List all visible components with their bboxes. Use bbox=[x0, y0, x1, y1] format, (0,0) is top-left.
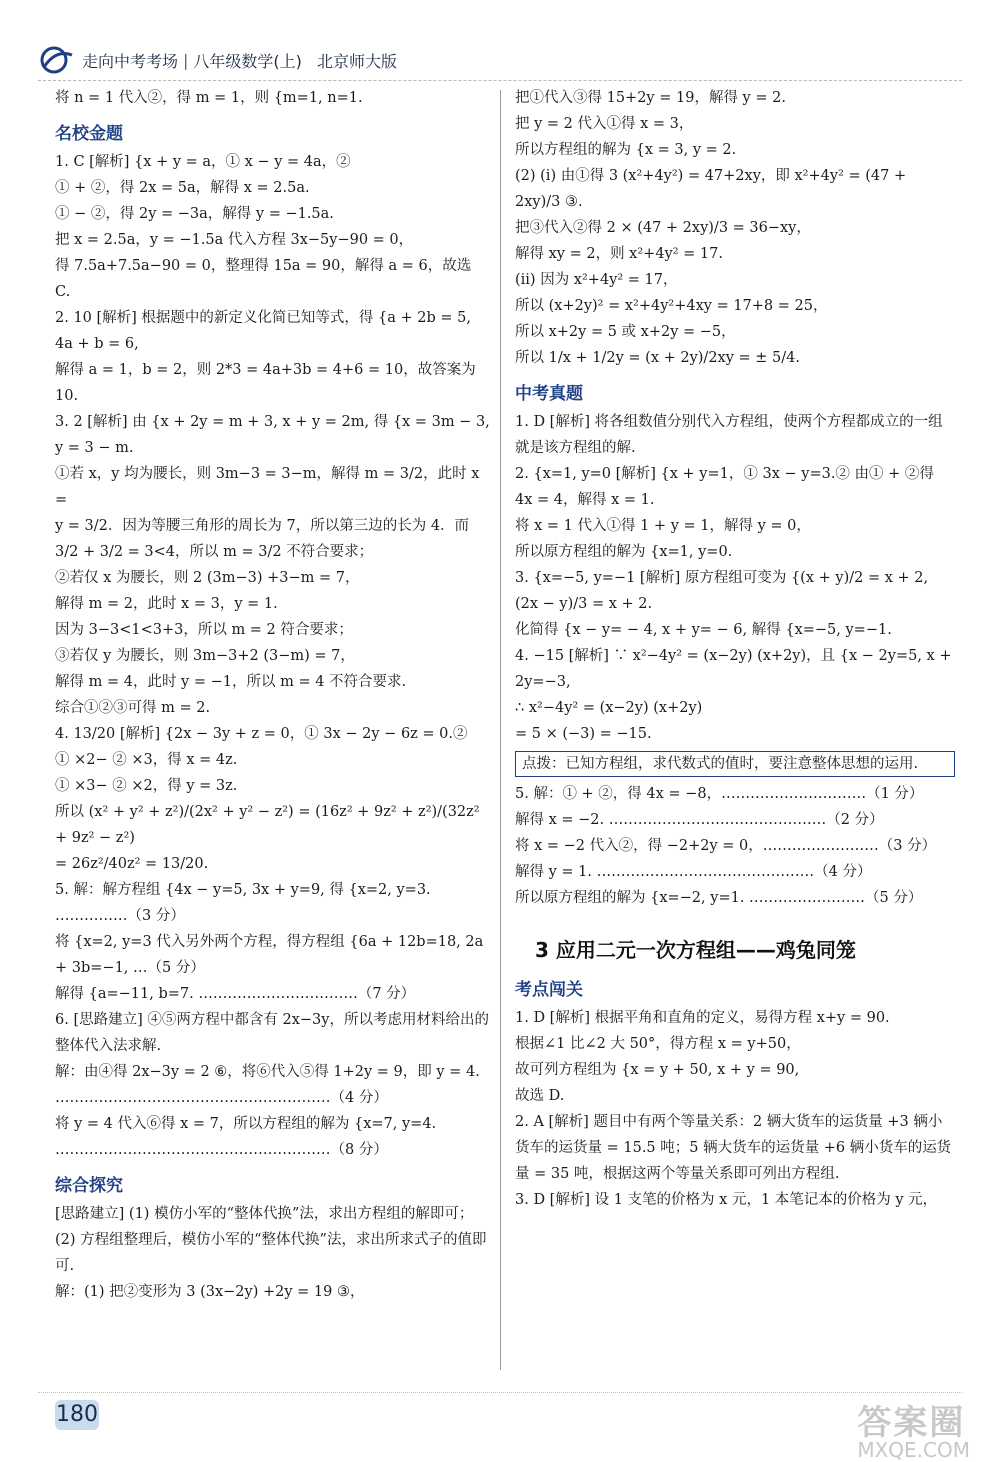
tip-box: 点拨：已知方程组，求代数式的值时，要注意整体思想的运用. bbox=[515, 751, 955, 777]
right-line: 所以 x+2y = 5 或 x+2y = −5， bbox=[515, 324, 736, 340]
right-line: 所以方程组的解为 {x = 3, y = 2. bbox=[515, 142, 737, 158]
left-line: [思路建立] (1) 模仿小军的“整体代换”法，求出方程组的解即可；(2) 方程组整理后，模仿小军的“整体代换”法，求出所求式子的值即可. bbox=[55, 1206, 487, 1274]
right-line: 4. −15 [解析] ∵ x²−4y² = (x−2y) (x+2y)，且 {x − 2y=5, x + 2y=−3, bbox=[515, 648, 952, 690]
left-line: 将 n = 1 代入②，得 m = 1，则 {m=1, n=1. bbox=[55, 90, 363, 106]
right-column bbox=[515, 85, 955, 1213]
left-line: 解得 a = 1，b = 2，则 2*3 = 4a+3b = 4+6 = 10，故答案为 10. bbox=[55, 362, 476, 404]
section-heading: 考点闯关 bbox=[515, 980, 583, 1000]
left-line: 2. 10 [解析] 根据题中的新定义化简已知等式，得 {a + 2b = 5, 4a + b = 6, bbox=[55, 310, 471, 352]
right-line: 解得 xy = 2，则 x²+4y² = 17. bbox=[515, 246, 723, 262]
left-line: 因为 3−3<1<3+3，所以 m = 2 符合要求； bbox=[55, 622, 353, 638]
right-line: 所以原方程组的解为 {x=−2, y=1. ……………………（5 分） bbox=[515, 890, 923, 906]
right-line: 1. D [解析] 将各组数值分别代入方程组，使两个方程都成立的一组就是该方程组的解. bbox=[515, 414, 943, 456]
right-line: 2. {x=1, y=0 [解析] {x + y=1，① 3x − y=3.② 由① + ②得 4x = 4，解得 x = 1. bbox=[515, 466, 934, 508]
page-header: 走向中考考场 | 八年级数学(上) 北京师大版 bbox=[38, 45, 397, 75]
watermark-line1: 答案圈 bbox=[857, 1403, 966, 1443]
left-line: = 26z²/40z² = 13/20. bbox=[55, 856, 209, 872]
watermark-line2: MXQE.COM bbox=[857, 1438, 970, 1462]
section-heading: 中考真题 bbox=[515, 384, 583, 404]
right-line: 解得 y = 1. ………………………………………（4 分） bbox=[515, 864, 872, 880]
right-line: (2) (i) 由①得 3 (x²+4y²) = 47+2xy，即 x²+4y² = (47 + 2xy)/3 ③. bbox=[515, 168, 907, 210]
left-line: ②若仅 x 为腰长，则 2 (3m−3) +3−m = 7， bbox=[55, 570, 360, 586]
left-line: 6. [思路建立] ④⑤两方程中都含有 2x−3y，所以考虑用材料给出的整体代入法求解. bbox=[55, 1012, 489, 1054]
right-line: 2. A [解析] 题目中有两个等量关系：2 辆大货车的运货量 +3 辆小货车的运货量 = 15.5 吨；5 辆大货车的运货量 +6 辆小货车的运货量 = 35 吨，根据这两个等量关系即可列出方程组. bbox=[515, 1114, 952, 1182]
right-line: 将 x = 1 代入①得 1 + y = 1，解得 y = 0， bbox=[515, 518, 811, 534]
left-line: 综合①②③可得 m = 2. bbox=[55, 700, 211, 716]
book-title: 八年级数学(上) bbox=[193, 51, 302, 71]
right-line: 故可列方程组为 {x = y + 50, x + y = 90, bbox=[515, 1062, 800, 1078]
left-line: ① ×2− ② ×3，得 x = 4z. bbox=[55, 752, 238, 768]
left-line: …………………………………………………（4 分） bbox=[55, 1090, 388, 1106]
watermark bbox=[857, 1395, 970, 1462]
footer-rule bbox=[38, 1392, 962, 1393]
left-line: 3. 2 [解析] 由 {x + 2y = m + 3, x + y = 2m, 得 {x = 3m − 3, y = 3 − m. bbox=[55, 414, 490, 456]
chapter-title: 3 应用二元一次方程组——鸡兔同笼 bbox=[535, 938, 856, 962]
left-line: 解得 m = 4，此时 y = −1，所以 m = 4 不符合要求. bbox=[55, 674, 407, 690]
section-heading: 名校金题 bbox=[55, 124, 123, 144]
column-divider bbox=[500, 90, 501, 1370]
left-line: 将 {x=2, y=3 代入另外两个方程，得方程组 {6a + 12b=18, 2a + 3b=−1, …（5 分） bbox=[55, 934, 484, 976]
right-line: 把 y = 2 代入①得 x = 3， bbox=[515, 116, 694, 132]
edition: 北京师大版 bbox=[317, 51, 398, 71]
left-line: 5. 解：解方程组 {4x − y=5, 3x + y=9, 得 {x=2, y=3. ……………（3 分） bbox=[55, 882, 431, 924]
header-rule bbox=[38, 80, 962, 81]
left-line: 解得 {a=−11, b=7. ……………………………（7 分） bbox=[55, 986, 416, 1002]
right-line: 3. D [解析] 设 1 支笔的价格为 x 元，1 本笔记本的价格为 y 元， bbox=[515, 1192, 938, 1208]
right-line: 3. {x=−5, y=−1 [解析] 原方程组可变为 {(x + y)/2 = x + 2, (2x − y)/3 = x + 2. bbox=[515, 570, 929, 612]
right-line: ∴ x²−4y² = (x−2y) (x+2y) bbox=[515, 700, 703, 716]
right-line: 1. D [解析] 根据平角和直角的定义，易得方程 x+y = 90. bbox=[515, 1010, 890, 1026]
right-line: 将 x = −2 代入②，得 −2+2y = 0，……………………（3 分） bbox=[515, 838, 937, 854]
right-line: 解得 x = −2. ………………………………………（2 分） bbox=[515, 812, 884, 828]
right-line: = 5 × (−3) = −15. bbox=[515, 726, 652, 742]
right-line: 把①代入③得 15+2y = 19，解得 y = 2. bbox=[515, 90, 786, 106]
book-logo-icon bbox=[38, 45, 76, 75]
left-line: 解得 m = 2，此时 x = 3，y = 1. bbox=[55, 596, 278, 612]
right-line: 5. 解：① + ②，得 4x = −8，…………………………（1 分） bbox=[515, 786, 924, 802]
series-title: 走向中考考场 bbox=[82, 51, 179, 71]
left-line: ① + ②，得 2x = 5a，解得 x = 2.5a. bbox=[55, 180, 310, 196]
left-line: 得 7.5a+7.5a−90 = 0，整理得 15a = 90，解得 a = 6，故选 C. bbox=[55, 258, 472, 300]
left-line: ①若 x，y 均为腰长，则 3m−3 = 3−m，解得 m = 3/2，此时 x = bbox=[55, 466, 480, 508]
left-line: y = 3/2．因为等腰三角形的周长为 7，所以第三边的长为 4．而 bbox=[55, 518, 470, 534]
left-line: 所以 (x² + y² + z²)/(2x² + y² − z²) = (16z² + 9z² + z²)/(32z² + 9z² − z²) bbox=[55, 804, 480, 846]
right-line: 所以 1/x + 1/2y = (x + 2y)/2xy = ± 5/4. bbox=[515, 350, 800, 366]
left-line: …………………………………………………（8 分） bbox=[55, 1142, 388, 1158]
left-line: 将 y = 4 代入⑥得 x = 7，所以方程组的解为 {x=7, y=4. bbox=[55, 1116, 437, 1132]
left-line: 解：由④得 2x−3y = 2 ⑥，将⑥代入⑤得 1+2y = 9，即 y = 4. bbox=[55, 1064, 480, 1080]
left-line: ① − ②，得 2y = −3a，解得 y = −1.5a. bbox=[55, 206, 334, 222]
left-line: 解：(1) 把②变形为 3 (3x−2y) +2y = 19 ③， bbox=[55, 1284, 365, 1300]
left-line: 1. C [解析] {x + y = a，① x − y = 4a，② bbox=[55, 154, 351, 170]
right-line: 所以 (x+2y)² = x²+4y²+4xy = 17+8 = 25， bbox=[515, 298, 828, 314]
page-number: 180 bbox=[55, 1400, 99, 1430]
right-line: 故选 D. bbox=[515, 1088, 565, 1104]
right-line: (ii) 因为 x²+4y² = 17， bbox=[515, 272, 678, 288]
left-line: ① ×3− ② ×2，得 y = 3z. bbox=[55, 778, 238, 794]
right-line: 化简得 {x − y= − 4, x + y= − 6, 解得 {x=−5, y=−1. bbox=[515, 622, 892, 638]
left-line: ③若仅 y 为腰长，则 3m−3+2 (3−m) = 7， bbox=[55, 648, 355, 664]
left-line: 3/2 + 3/2 = 3<4，所以 m = 3/2 不符合要求； bbox=[55, 544, 374, 560]
left-column bbox=[55, 85, 490, 1305]
section-heading: 综合探究 bbox=[55, 1176, 123, 1196]
left-line: 把 x = 2.5a，y = −1.5a 代入方程 3x−5y−90 = 0， bbox=[55, 232, 414, 248]
right-line: 把③代入②得 2 × (47 + 2xy)/3 = 36−xy， bbox=[515, 220, 811, 236]
right-line: 所以原方程组的解为 {x=1, y=0. bbox=[515, 544, 733, 560]
right-line: 根据∠1 比∠2 大 50°，得方程 x = y+50， bbox=[515, 1036, 801, 1052]
left-line: 4. 13/20 [解析] {2x − 3y + z = 0，① 3x − 2y − 6z = 0.② bbox=[55, 726, 468, 742]
